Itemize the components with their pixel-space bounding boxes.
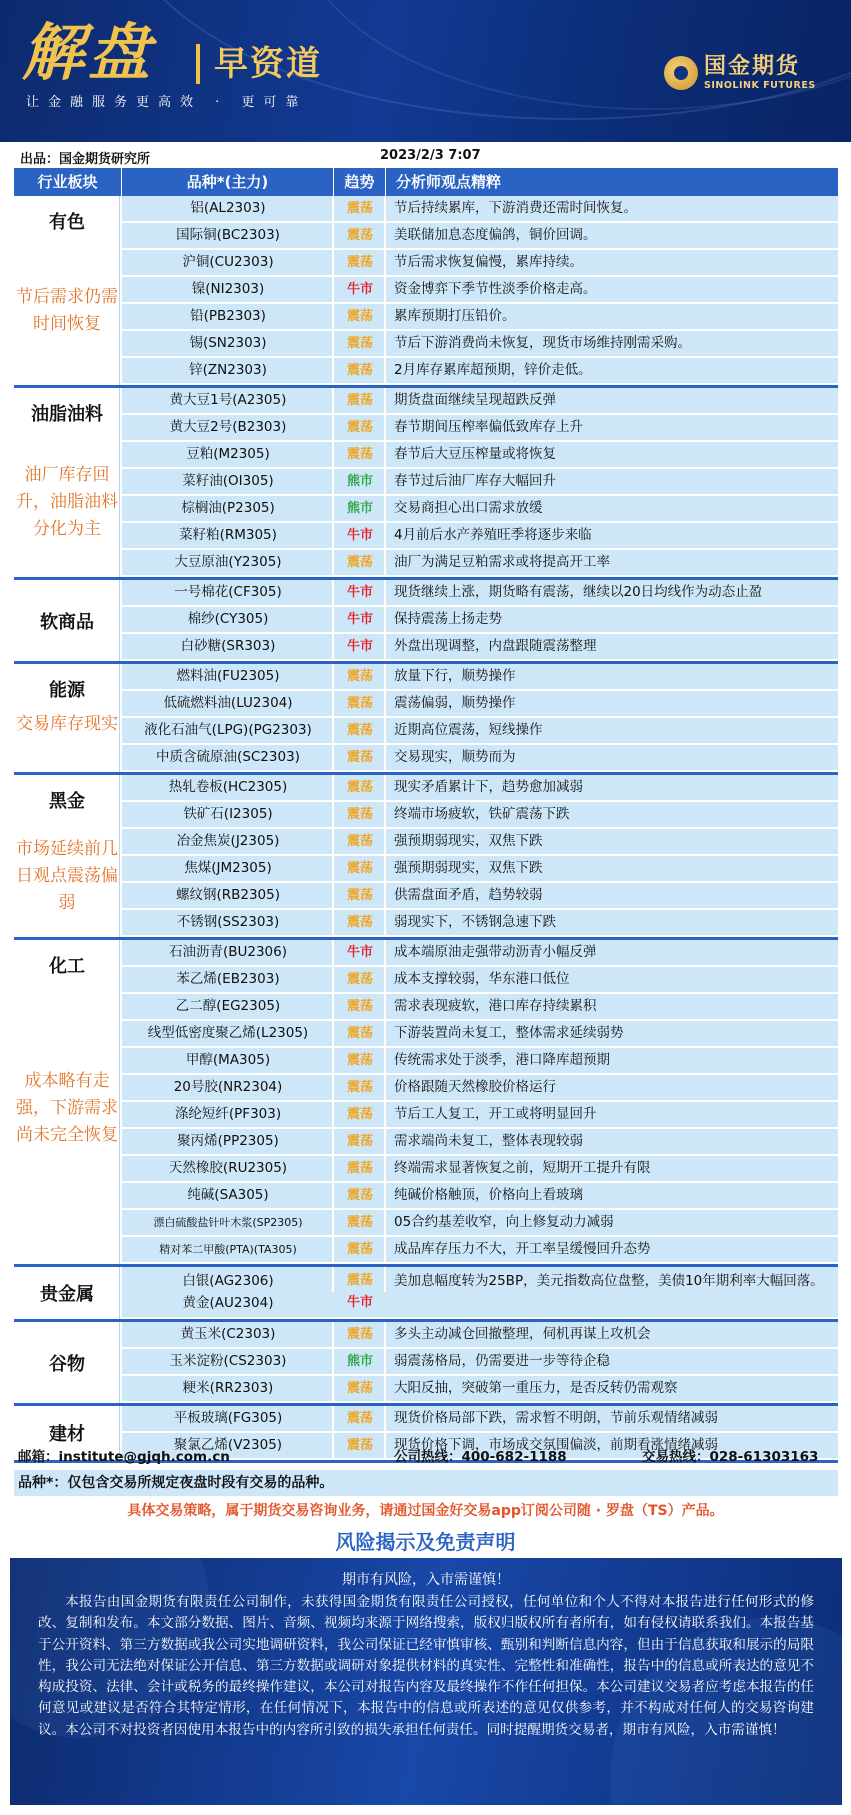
trend-cell: 熊市 xyxy=(334,1349,386,1374)
analyst-view-cell: 震荡偏弱，顺势操作 xyxy=(394,695,516,711)
product-cell: 黄玉米(C2303) xyxy=(122,1322,334,1347)
trend-cell: 震荡 xyxy=(334,196,386,221)
analyst-view-cell: 放量下行，顺势操作 xyxy=(394,668,516,684)
table-row xyxy=(122,856,838,883)
table-row xyxy=(122,1156,838,1183)
table-row xyxy=(122,1267,838,1319)
company-hotline: 公司热线：400-682-1188 xyxy=(394,1449,567,1465)
table-row xyxy=(122,1406,838,1433)
analyst-view-cell: 弱震荡格局，仍需要进一步等待企稳 xyxy=(394,1353,610,1369)
trend-cell: 震荡 xyxy=(334,1021,386,1046)
table-row xyxy=(122,994,838,1021)
product-cell: 焦煤(JM2305) xyxy=(122,856,334,881)
trend-cell: 震荡 xyxy=(334,250,386,275)
brand-title: 解盘 xyxy=(22,16,155,89)
sector-section xyxy=(14,580,838,661)
trend-cell xyxy=(334,1267,386,1317)
table-row xyxy=(122,910,838,937)
analyst-view-cell: 美加息幅度转为25BP，美元指数高位盘整，美债10年期利率大幅回落。 xyxy=(394,1273,824,1289)
analyst-view-cell: 交易现实，顺势而为 xyxy=(394,749,516,765)
trend-cell: 震荡 xyxy=(334,415,386,440)
promo-text: 具体交易策略，属于期货交易咨询业务，请通过国金好交易app订阅公司随 · 罗盘（TS）产品。 xyxy=(127,1503,724,1519)
table-row xyxy=(122,745,838,772)
disclaimer-body: 本报告由国金期货有限责任公司制作，未获得国金期货有限责任公司授权，任何单位和个人不得对本报告进行任何形式的修改、复制和发布。本文部分数据、图片、音频、视频均来源于网络搜索，版权归版权所有者所有，如有侵权请联系我们。本报告基于公开资料、第三方数据或我公司实地调研资料，我公司保证已经审慎审核、甄别和判断信息内容，但由于信息获取和展示的局限性，我公司无法绝对保证公开信息、第三方数据或调研对象提供材料的真实性、完整性和准确性，报告中的信息或所表达的意见不构成投资、法律、会计或税务的最终操作建议，本公司对报告内容及最终操作不作任何担保。本公司建议交易者应考虑本报告的任何意见或建议是否符合其特定情形，在任何情况下，本报告中的信息或所表述的意见仅供参考，并不构成对任何人的交易咨询建议。本公司不对投资者因使用本报告中的内容所引致的损失承担任何责任。同时提醒期货交易者，期市有风险，入市需谨慎！ xyxy=(38,1594,814,1738)
product-cell: 甲醇(MA305) xyxy=(122,1048,334,1073)
trend-cell: 牛市 xyxy=(334,940,386,965)
product-cell: 冶金焦炭(J2305) xyxy=(122,829,334,854)
brand-slogan: 让金融服务更高效 · 更可靠 xyxy=(26,95,308,110)
product-cell: 燃料油(FU2305) xyxy=(122,664,334,689)
analyst-view-cell: 多头主动减仓回撤整理，伺机再谋上攻机会 xyxy=(394,1326,651,1342)
header-banner xyxy=(0,0,851,142)
table-row xyxy=(122,223,838,250)
analyst-view-cell: 2月库存累库超预期，锌价走低。 xyxy=(394,362,592,378)
analyst-view-cell: 需求表现疲软，港口库存持续累积 xyxy=(394,998,597,1014)
sector-name: 贵金属 xyxy=(40,1284,94,1305)
trend-cell: 震荡 xyxy=(334,1156,386,1181)
table-row xyxy=(122,1237,838,1264)
trend-cell: 震荡 xyxy=(334,802,386,827)
analyst-view-cell: 期货盘面继续呈现超跌反弹 xyxy=(394,392,556,408)
analyst-view-cell: 保持震荡上扬走势 xyxy=(394,611,502,627)
product-cell: 液化石油气(LPG)(PG2303) xyxy=(122,718,334,743)
sector-section xyxy=(14,196,838,385)
trend-cell: 震荡 xyxy=(334,829,386,854)
trend-cell: 震荡 xyxy=(334,1376,386,1401)
sector-label-cell xyxy=(14,940,120,1264)
header-view: 分析师观点精粹 xyxy=(396,173,502,191)
brand-separator xyxy=(196,44,200,84)
trend-cell: 熊市 xyxy=(334,496,386,521)
product-cell: 聚氯乙烯(V2305) xyxy=(122,1433,334,1458)
product-cell: 低硫燃料油(LU2304) xyxy=(122,691,334,716)
product-cell: 锡(SN2303) xyxy=(122,331,334,356)
analyst-view-cell: 累库预期打压铅价。 xyxy=(394,308,516,324)
sector-label-cell xyxy=(14,1322,120,1403)
trend-cell: 震荡 xyxy=(334,718,386,743)
table-header xyxy=(14,168,838,196)
sector-section xyxy=(14,775,838,937)
product-cell: 粳米(RR2303) xyxy=(122,1376,334,1401)
product-cell: 白砂糖(SR303) xyxy=(122,634,334,659)
trend-cell: 震荡 xyxy=(334,691,386,716)
product-cell: 一号棉花(CF305) xyxy=(122,580,334,605)
sector-name: 有色 xyxy=(49,212,85,233)
sector-label-cell xyxy=(14,388,120,577)
analyst-view-cell: 美联储加息态度偏鸽，铜价回调。 xyxy=(394,227,597,243)
table-row xyxy=(122,1075,838,1102)
analyst-view-cell: 节后工人复工，开工或将明显回升 xyxy=(394,1106,597,1122)
product-cell: 苯乙烯(EB2303) xyxy=(122,967,334,992)
product-cell: 平板玻璃(FG305) xyxy=(122,1406,334,1431)
table-row xyxy=(122,523,838,550)
header-product: 品种*(主力) xyxy=(122,168,334,196)
product-name: 黄金(AU2304) xyxy=(182,1295,274,1311)
table-row xyxy=(122,358,838,385)
analyst-view-cell: 春节后大豆压榨量或将恢复 xyxy=(394,446,556,462)
table-row xyxy=(122,1322,838,1349)
product-cell: 铝(AL2303) xyxy=(122,196,334,221)
table-row xyxy=(122,691,838,718)
analyst-view-cell: 现货价格下调，市场成交氛围偏淡，前期看涨情绪减弱 xyxy=(394,1437,718,1453)
trend-cell: 震荡 xyxy=(334,1210,386,1235)
table-row xyxy=(122,1349,838,1376)
trend-cell: 震荡 xyxy=(334,745,386,770)
sector-label-cell xyxy=(14,196,120,385)
trend-cell: 牛市 xyxy=(334,523,386,548)
trend-cell: 震荡 xyxy=(334,1048,386,1073)
analyst-view-cell: 近期高位震荡，短线操作 xyxy=(394,722,543,738)
product-cell: 漂白硫酸盐针叶木浆(SP2305) xyxy=(122,1210,334,1235)
table-row xyxy=(122,802,838,829)
analyst-view-cell: 春节过后油厂库存大幅回升 xyxy=(394,473,556,489)
table-row xyxy=(122,331,838,358)
table-row xyxy=(122,388,838,415)
sector-rows xyxy=(122,1322,838,1403)
analyst-view-cell: 节后下游消费尚未恢复，现货市场维持刚需采购。 xyxy=(394,335,691,351)
table-row xyxy=(122,718,838,745)
trend-cell: 震荡 xyxy=(334,1102,386,1127)
analyst-view-cell: 强预期弱现实，双焦下跌 xyxy=(394,860,543,876)
contact-email[interactable]: 邮箱：institute@gjqh.com.cn xyxy=(18,1449,230,1465)
trend-badge: 震荡 xyxy=(346,1273,373,1288)
sector-rows xyxy=(122,775,838,937)
product-cell: 中质含硫原油(SC2303) xyxy=(122,745,334,770)
product-cell: 豆粕(M2305) xyxy=(122,442,334,467)
analyst-view-cell: 成本端原油走强带动沥青小幅反弹 xyxy=(394,944,597,960)
table-row xyxy=(122,277,838,304)
sector-name: 软商品 xyxy=(40,611,94,633)
product-cell: 黄大豆2号(B2303) xyxy=(122,415,334,440)
trend-cell: 震荡 xyxy=(334,1075,386,1100)
product-cell: 天然橡胶(RU2305) xyxy=(122,1156,334,1181)
product-cell: 铁矿石(I2305) xyxy=(122,802,334,827)
table-row xyxy=(122,196,838,223)
trend-cell: 震荡 xyxy=(334,967,386,992)
sector-rows xyxy=(122,664,838,772)
table-row xyxy=(122,415,838,442)
sector-name: 化工 xyxy=(49,956,85,977)
table-row xyxy=(122,442,838,469)
company-logo-icon xyxy=(664,56,698,90)
analyst-view-cell: 现货价格局部下跌，需求暂不明朗，节前乐观情绪减弱 xyxy=(394,1410,718,1426)
analyst-view-cell: 资金博弈下季节性淡季价格走高。 xyxy=(394,281,597,297)
trend-cell: 震荡 xyxy=(334,856,386,881)
product-cell: 黄大豆1号(A2305) xyxy=(122,388,334,413)
product-cell: 菜籽粕(RM305) xyxy=(122,523,334,548)
product-cell: 涤纶短纤(PF303) xyxy=(122,1102,334,1127)
analyst-view-cell: 价格跟随天然橡胶价格运行 xyxy=(394,1079,556,1095)
trend-cell: 熊市 xyxy=(334,469,386,494)
table-row xyxy=(122,580,838,607)
sector-name: 黑金 xyxy=(49,791,85,812)
trend-cell: 牛市 xyxy=(334,634,386,659)
table-row xyxy=(122,304,838,331)
sector-rows xyxy=(122,388,838,577)
table-row xyxy=(122,967,838,994)
trend-badge: 牛市 xyxy=(346,1295,373,1310)
trend-cell: 震荡 xyxy=(334,442,386,467)
product-cell: 铅(PB2303) xyxy=(122,304,334,329)
sector-section xyxy=(14,1322,838,1403)
table-row xyxy=(122,634,838,661)
table-row xyxy=(122,1102,838,1129)
sector-section xyxy=(14,664,838,772)
trend-cell: 震荡 xyxy=(334,664,386,689)
product-cell: 不锈钢(SS2303) xyxy=(122,910,334,935)
sector-note: 市场延续前几日观点震荡偏弱 xyxy=(16,838,118,913)
product-cell: 乙二醇(EG2305) xyxy=(122,994,334,1019)
analyst-view-cell: 纯碱价格触顶，价格向上看玻璃 xyxy=(394,1187,583,1203)
analyst-view-cell: 05合约基差收窄，向上修复动力减弱 xyxy=(394,1214,614,1230)
analyst-view-cell: 传统需求处于淡季，港口降库超预期 xyxy=(394,1052,610,1068)
product-cell: 螺纹钢(RB2305) xyxy=(122,883,334,908)
table-row xyxy=(122,496,838,523)
sector-note: 交易库存现实 xyxy=(16,714,118,734)
trend-cell: 震荡 xyxy=(334,358,386,383)
analyst-view-cell: 终端市场疲软，铁矿震荡下跌 xyxy=(394,806,570,822)
analyst-view-cell: 现货继续上涨，期货略有震荡，继续以20日均线作为动态止盈 xyxy=(394,584,763,600)
sector-rows xyxy=(122,1267,838,1319)
analyst-view-cell: 节后需求恢复偏慢，累库持续。 xyxy=(394,254,583,270)
sector-label-cell xyxy=(14,580,120,661)
sector-note: 成本略有走强，下游需求尚未完全恢复 xyxy=(16,1071,118,1145)
product-name: 白银(AG2306) xyxy=(182,1273,274,1289)
analyst-view-cell: 4月前后水产养殖旺季将逐步来临 xyxy=(394,527,592,543)
trend-cell: 震荡 xyxy=(334,910,386,935)
sector-rows xyxy=(122,196,838,385)
report-date: 2023/2/3 7:07 xyxy=(380,148,481,163)
sector-name: 能源 xyxy=(49,680,85,701)
product-cell xyxy=(122,1267,334,1317)
product-cell: 镍(NI2303) xyxy=(122,277,334,302)
analyst-view-cell: 终端需求显著恢复之前，短期开工提升有限 xyxy=(394,1160,651,1176)
trend-cell: 牛市 xyxy=(334,580,386,605)
sector-section xyxy=(14,388,838,577)
trend-cell: 震荡 xyxy=(334,388,386,413)
analyst-view-cell: 春节期间压榨率偏低致库存上升 xyxy=(394,419,583,435)
table-row xyxy=(122,1129,838,1156)
analyst-view-cell: 大阳反抽，突破第一重压力，是否反转仍需观察 xyxy=(394,1380,678,1396)
product-cell: 聚丙烯(PP2305) xyxy=(122,1129,334,1154)
header-sector: 行业板块 xyxy=(14,168,122,196)
analyst-view-cell: 节后持续累库，下游消费还需时间恢复。 xyxy=(394,200,637,216)
sector-label-cell xyxy=(14,664,120,772)
sector-section xyxy=(14,940,838,1264)
table-row xyxy=(122,940,838,967)
table-row xyxy=(122,1183,838,1210)
trend-cell: 震荡 xyxy=(334,1406,386,1431)
publisher: 出品：国金期货研究所 xyxy=(20,152,151,167)
analyst-view-cell: 现实矛盾累计下，趋势愈加减弱 xyxy=(394,779,583,795)
analyst-view-cell: 外盘出现调整，内盘跟随震荡整理 xyxy=(394,638,597,654)
trend-cell: 牛市 xyxy=(334,607,386,632)
trend-cell: 牛市 xyxy=(334,277,386,302)
table-row xyxy=(122,607,838,634)
analyst-view-cell: 油厂为满足豆粕需求或将提高开工率 xyxy=(394,554,610,570)
table-row xyxy=(122,469,838,496)
sector-label-cell xyxy=(14,1267,120,1319)
trend-cell: 震荡 xyxy=(334,550,386,575)
product-cell: 线型低密度聚乙烯(L2305) xyxy=(122,1021,334,1046)
product-cell: 大豆原油(Y2305) xyxy=(122,550,334,575)
info-bar xyxy=(14,144,838,168)
trend-cell: 震荡 xyxy=(334,1183,386,1208)
trend-cell: 震荡 xyxy=(334,223,386,248)
trend-cell: 震荡 xyxy=(334,883,386,908)
product-cell: 纯碱(SA305) xyxy=(122,1183,334,1208)
trend-cell: 震荡 xyxy=(334,1237,386,1262)
sector-note: 油厂库存回升，油脂油料分化为主 xyxy=(16,465,118,539)
trend-cell: 震荡 xyxy=(334,331,386,356)
trend-cell: 震荡 xyxy=(334,775,386,800)
brand-subtitle: 早资道 xyxy=(214,44,322,84)
header-trend: 趋势 xyxy=(334,168,386,196)
sector-label-cell xyxy=(14,775,120,937)
product-cell: 棉纱(CY305) xyxy=(122,607,334,632)
product-footnote: 品种*：仅包含交易所规定夜盘时段有交易的品种。 xyxy=(14,1470,838,1496)
sector-section xyxy=(14,1267,838,1319)
trend-cell: 震荡 xyxy=(334,1322,386,1347)
sector-note: 节后需求仍需时间恢复 xyxy=(16,286,118,334)
table-row xyxy=(122,664,838,691)
table-row xyxy=(122,1210,838,1237)
analyst-view-cell: 交易商担心出口需求放缓 xyxy=(394,500,543,516)
sector-name: 油脂油料 xyxy=(31,404,103,425)
product-cell: 热轧卷板(HC2305) xyxy=(122,775,334,800)
product-cell: 锌(ZN2303) xyxy=(122,358,334,383)
analyst-view-cell: 下游装置尚未复工，整体需求延续弱势 xyxy=(394,1025,624,1041)
company-name-cn: 国金期货 xyxy=(704,54,801,79)
table-row xyxy=(122,1048,838,1075)
trade-hotline: 交易热线：028-61303163 xyxy=(642,1449,819,1465)
company-name-en: SINOLINK FUTURES xyxy=(704,80,816,91)
risk-title: 风险揭示及免责声明 xyxy=(335,1530,516,1554)
trend-cell: 震荡 xyxy=(334,1129,386,1154)
analyst-view-cell: 成本支撑较弱，华东港口低位 xyxy=(394,971,570,987)
product-cell: 沪铜(CU2303) xyxy=(122,250,334,275)
product-cell: 国际铜(BC2303) xyxy=(122,223,334,248)
product-cell: 石油沥青(BU2306) xyxy=(122,940,334,965)
analyst-view-cell: 需求端尚未复工，整体表现较弱 xyxy=(394,1133,583,1149)
table-row xyxy=(122,829,838,856)
product-cell: 精对苯二甲酸(PTA)(TA305) xyxy=(122,1237,334,1262)
product-cell: 玉米淀粉(CS2303) xyxy=(122,1349,334,1374)
trend-cell: 震荡 xyxy=(334,1433,386,1458)
table-row xyxy=(122,1376,838,1403)
table-row xyxy=(122,1021,838,1048)
disclaimer-heading: 期市有风险，入市需谨慎！ xyxy=(342,1572,510,1588)
trend-cell: 震荡 xyxy=(334,994,386,1019)
table-row xyxy=(122,883,838,910)
sector-rows xyxy=(122,940,838,1264)
analyst-view-cell: 强预期弱现实，双焦下跌 xyxy=(394,833,543,849)
table-row xyxy=(122,775,838,802)
analyst-view-cell: 供需盘面矛盾，趋势较弱 xyxy=(394,887,543,903)
product-cell: 菜籽油(OI305) xyxy=(122,469,334,494)
table-row xyxy=(122,250,838,277)
sector-name: 建材 xyxy=(49,1424,85,1445)
sector-rows xyxy=(122,580,838,661)
product-cell: 20号胶(NR2304) xyxy=(122,1075,334,1100)
product-cell: 棕榈油(P2305) xyxy=(122,496,334,521)
trend-cell: 震荡 xyxy=(334,304,386,329)
table-row xyxy=(122,550,838,577)
analyst-view-cell: 弱现实下，不锈钢急速下跌 xyxy=(394,914,556,930)
disclaimer-panel xyxy=(10,1558,842,1805)
analyst-view-cell: 成品库存压力不大，开工率呈缓慢回升态势 xyxy=(394,1241,651,1257)
sector-name: 谷物 xyxy=(49,1353,85,1375)
contact-bar xyxy=(14,1438,838,1468)
